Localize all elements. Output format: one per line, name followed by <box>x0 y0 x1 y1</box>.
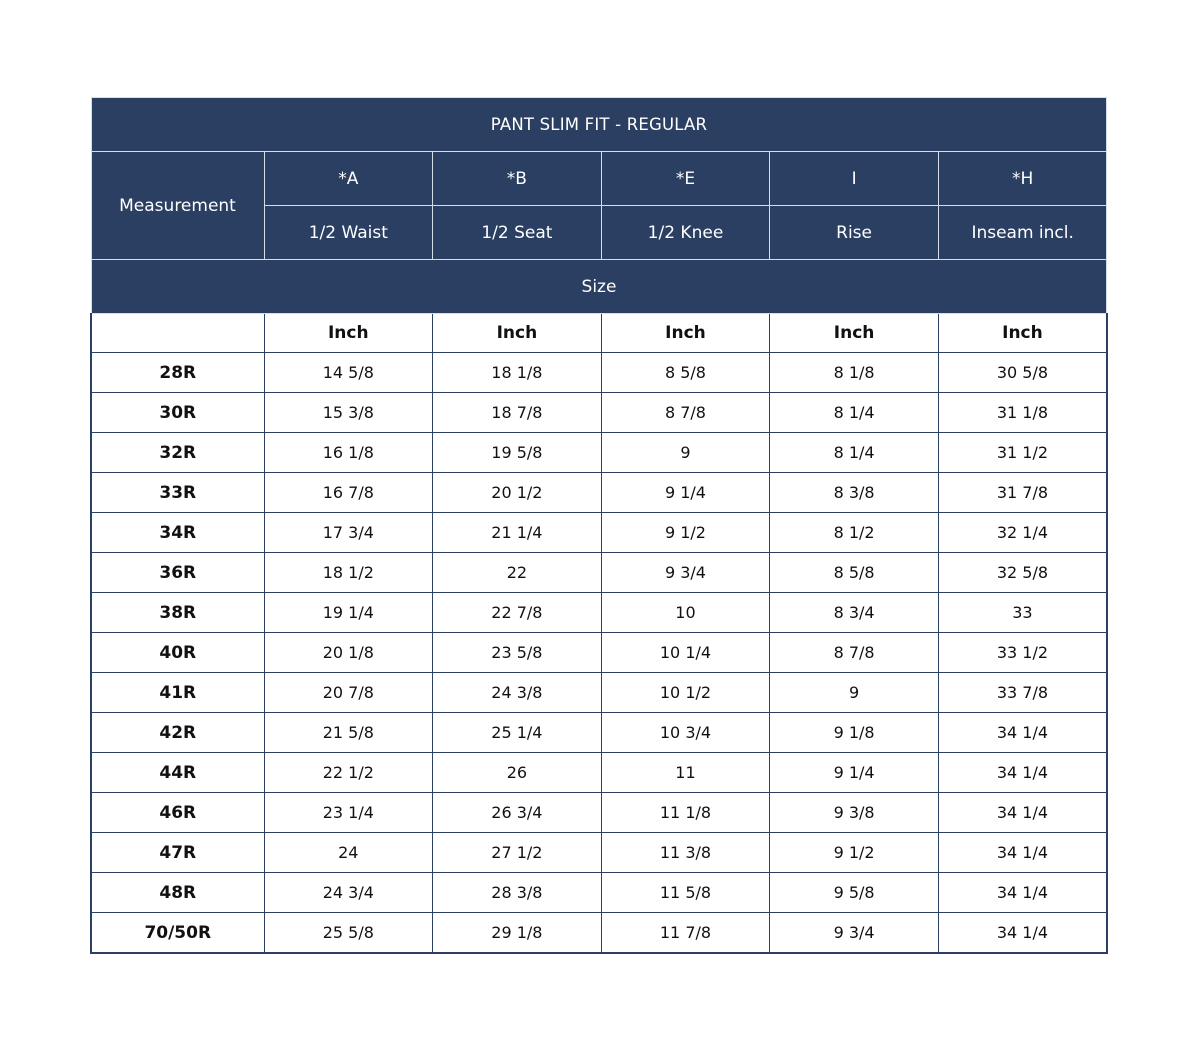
table-title-row <box>91 98 1107 152</box>
value-cell: 19 1/4 <box>264 593 433 633</box>
value-cell: 17 3/4 <box>264 513 433 553</box>
table-row <box>91 753 1107 793</box>
size-cell: 38R <box>91 593 264 633</box>
column-code: *E <box>601 152 770 206</box>
value-cell: 22 1/2 <box>264 753 433 793</box>
size-cell: 40R <box>91 633 264 673</box>
value-cell: 8 7/8 <box>770 633 939 673</box>
value-cell: 9 3/4 <box>601 553 770 593</box>
value-cell: 21 5/8 <box>264 713 433 753</box>
value-cell: 9 3/4 <box>770 913 939 954</box>
column-name: 1/2 Knee <box>601 206 770 260</box>
size-cell: 42R <box>91 713 264 753</box>
unit-cell: Inch <box>938 314 1107 353</box>
size-cell: 33R <box>91 473 264 513</box>
size-cell: 36R <box>91 553 264 593</box>
value-cell: 30 5/8 <box>938 353 1107 393</box>
value-cell: 20 1/8 <box>264 633 433 673</box>
size-cell: 48R <box>91 873 264 913</box>
size-label-row <box>91 260 1107 314</box>
value-cell: 9 1/2 <box>601 513 770 553</box>
unit-cell: Inch <box>264 314 433 353</box>
size-label: Size <box>91 260 1107 314</box>
value-cell: 19 5/8 <box>433 433 602 473</box>
value-cell: 34 1/4 <box>938 713 1107 753</box>
column-code: *B <box>433 152 602 206</box>
table-row <box>91 473 1107 513</box>
size-cell: 30R <box>91 393 264 433</box>
column-name: Inseam incl. <box>938 206 1107 260</box>
value-cell: 8 3/4 <box>770 593 939 633</box>
unit-cell-empty <box>91 314 264 353</box>
value-cell: 20 1/2 <box>433 473 602 513</box>
value-cell: 9 <box>770 673 939 713</box>
value-cell: 8 1/4 <box>770 433 939 473</box>
table-row <box>91 833 1107 873</box>
value-cell: 8 1/2 <box>770 513 939 553</box>
value-cell: 11 1/8 <box>601 793 770 833</box>
table-row <box>91 353 1107 393</box>
value-cell: 8 1/4 <box>770 393 939 433</box>
value-cell: 21 1/4 <box>433 513 602 553</box>
value-cell: 26 3/4 <box>433 793 602 833</box>
value-cell: 11 7/8 <box>601 913 770 954</box>
value-cell: 8 3/8 <box>770 473 939 513</box>
measurement-label: Measurement <box>91 152 264 260</box>
table-row <box>91 433 1107 473</box>
value-cell: 10 1/2 <box>601 673 770 713</box>
value-cell: 34 1/4 <box>938 793 1107 833</box>
value-cell: 11 5/8 <box>601 873 770 913</box>
value-cell: 22 7/8 <box>433 593 602 633</box>
value-cell: 11 3/8 <box>601 833 770 873</box>
size-cell: 46R <box>91 793 264 833</box>
value-cell: 32 5/8 <box>938 553 1107 593</box>
value-cell: 9 1/2 <box>770 833 939 873</box>
value-cell: 10 <box>601 593 770 633</box>
value-cell: 11 <box>601 753 770 793</box>
value-cell: 8 5/8 <box>601 353 770 393</box>
column-name: 1/2 Seat <box>433 206 602 260</box>
value-cell: 32 1/4 <box>938 513 1107 553</box>
table-row <box>91 713 1107 753</box>
size-cell: 41R <box>91 673 264 713</box>
value-cell: 33 <box>938 593 1107 633</box>
value-cell: 9 3/8 <box>770 793 939 833</box>
value-cell: 25 1/4 <box>433 713 602 753</box>
table-row <box>91 873 1107 913</box>
table-row <box>91 913 1107 954</box>
value-cell: 22 <box>433 553 602 593</box>
value-cell: 29 1/8 <box>433 913 602 954</box>
column-name: Rise <box>770 206 939 260</box>
table-row <box>91 393 1107 433</box>
value-cell: 18 7/8 <box>433 393 602 433</box>
table-row <box>91 593 1107 633</box>
column-name: 1/2 Waist <box>264 206 433 260</box>
value-cell: 9 1/4 <box>770 753 939 793</box>
unit-cell: Inch <box>601 314 770 353</box>
value-cell: 25 5/8 <box>264 913 433 954</box>
value-cell: 8 5/8 <box>770 553 939 593</box>
value-cell: 33 1/2 <box>938 633 1107 673</box>
value-cell: 34 1/4 <box>938 873 1107 913</box>
value-cell: 9 1/8 <box>770 713 939 753</box>
column-code: *A <box>264 152 433 206</box>
value-cell: 31 1/2 <box>938 433 1107 473</box>
value-cell: 34 1/4 <box>938 753 1107 793</box>
unit-row <box>91 314 1107 353</box>
size-cell: 70/50R <box>91 913 264 954</box>
value-cell: 9 1/4 <box>601 473 770 513</box>
value-cell: 9 5/8 <box>770 873 939 913</box>
size-cell: 32R <box>91 433 264 473</box>
value-cell: 24 3/8 <box>433 673 602 713</box>
value-cell: 10 3/4 <box>601 713 770 753</box>
value-cell: 18 1/2 <box>264 553 433 593</box>
table-row <box>91 553 1107 593</box>
value-cell: 8 1/8 <box>770 353 939 393</box>
size-cell: 28R <box>91 353 264 393</box>
value-cell: 27 1/2 <box>433 833 602 873</box>
unit-cell: Inch <box>770 314 939 353</box>
unit-cell: Inch <box>433 314 602 353</box>
value-cell: 24 <box>264 833 433 873</box>
table-row <box>91 793 1107 833</box>
value-cell: 34 1/4 <box>938 913 1107 954</box>
column-code: *H <box>938 152 1107 206</box>
value-cell: 23 5/8 <box>433 633 602 673</box>
value-cell: 34 1/4 <box>938 833 1107 873</box>
table-row <box>91 513 1107 553</box>
value-cell: 10 1/4 <box>601 633 770 673</box>
value-cell: 33 7/8 <box>938 673 1107 713</box>
value-cell: 31 7/8 <box>938 473 1107 513</box>
size-cell: 34R <box>91 513 264 553</box>
table-title: PANT SLIM FIT - REGULAR <box>91 98 1107 152</box>
column-code: I <box>770 152 939 206</box>
size-cell: 44R <box>91 753 264 793</box>
column-code-row <box>91 152 1107 206</box>
value-cell: 15 3/8 <box>264 393 433 433</box>
size-cell: 47R <box>91 833 264 873</box>
value-cell: 14 5/8 <box>264 353 433 393</box>
value-cell: 16 7/8 <box>264 473 433 513</box>
value-cell: 20 7/8 <box>264 673 433 713</box>
value-cell: 9 <box>601 433 770 473</box>
value-cell: 31 1/8 <box>938 393 1107 433</box>
value-cell: 16 1/8 <box>264 433 433 473</box>
value-cell: 26 <box>433 753 602 793</box>
value-cell: 23 1/4 <box>264 793 433 833</box>
table-row <box>91 673 1107 713</box>
value-cell: 18 1/8 <box>433 353 602 393</box>
value-cell: 8 7/8 <box>601 393 770 433</box>
value-cell: 24 3/4 <box>264 873 433 913</box>
size-chart-table <box>90 97 1108 954</box>
value-cell: 28 3/8 <box>433 873 602 913</box>
table-row <box>91 633 1107 673</box>
